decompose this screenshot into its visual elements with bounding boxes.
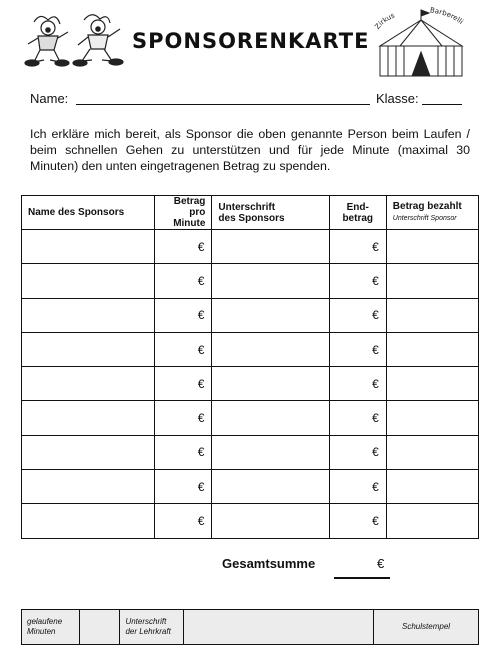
header-betrag-line2: pro Minute xyxy=(173,207,206,229)
sponsor-row xyxy=(22,367,479,401)
schulstempel-label xyxy=(374,610,479,645)
sponsor-name-cell[interactable] xyxy=(22,367,155,401)
betrag-bezahlt-cell[interactable] xyxy=(386,435,478,469)
teacher-table-row xyxy=(22,610,479,645)
betrag-pro-minute-cell[interactable] xyxy=(155,470,212,504)
euro-symbol: € xyxy=(372,376,379,391)
betrag-pro-minute-cell[interactable] xyxy=(155,401,212,435)
header-unterschrift-line1: Unterschrift xyxy=(218,201,276,213)
gelaufene-line1: gelaufene xyxy=(27,617,63,626)
total-amount-field[interactable] xyxy=(334,577,390,579)
betrag-pro-minute-cell[interactable] xyxy=(155,367,212,401)
euro-symbol: € xyxy=(197,376,205,391)
betrag-pro-minute-cell[interactable] xyxy=(155,504,212,538)
circus-tent-logo xyxy=(366,6,476,80)
sponsor-name-cell[interactable] xyxy=(22,298,155,332)
header-betrag-pro-minute xyxy=(155,196,212,230)
euro-symbol: € xyxy=(197,514,205,529)
betrag-bezahlt-cell[interactable] xyxy=(386,298,478,332)
euro-symbol: € xyxy=(197,239,205,254)
svg-text:Barberelli xyxy=(429,6,464,26)
clowns-illustration xyxy=(24,8,128,68)
header-unterschrift-sponsor xyxy=(212,196,329,230)
euro-symbol: € xyxy=(372,273,379,288)
betrag-pro-minute-cell[interactable] xyxy=(155,230,212,264)
sponsor-row xyxy=(22,298,479,332)
euro-symbol: € xyxy=(372,239,379,254)
unterschrift-sponsor-cell[interactable] xyxy=(212,470,329,504)
betrag-pro-minute-cell[interactable] xyxy=(155,298,212,332)
endbetrag-cell[interactable] xyxy=(329,401,386,435)
header-betrag-line1: Betrag xyxy=(173,196,206,207)
tent-arc-right-text: Barberelli xyxy=(429,6,465,26)
gelaufene-minuten-label xyxy=(22,610,80,645)
total-euro-symbol: € xyxy=(377,556,385,571)
unterschrift-sponsor-cell[interactable] xyxy=(212,367,329,401)
euro-symbol: € xyxy=(197,445,205,460)
euro-symbol: € xyxy=(197,411,205,426)
euro-symbol: € xyxy=(372,514,379,529)
euro-symbol: € xyxy=(197,479,205,494)
betrag-pro-minute-cell[interactable] xyxy=(155,435,212,469)
endbetrag-cell[interactable] xyxy=(329,264,386,298)
tent-arc-left-text: Zirkus xyxy=(373,11,396,31)
euro-symbol: € xyxy=(372,479,379,494)
sponsor-row xyxy=(22,230,479,264)
sponsor-table xyxy=(21,195,479,539)
euro-symbol: € xyxy=(197,273,205,288)
sponsor-row xyxy=(22,435,479,469)
lehrkraft-line2: der Lehrkraft xyxy=(125,627,171,636)
header-sponsor-name-text: Name des Sponsors xyxy=(28,207,125,218)
sponsor-row xyxy=(22,264,479,298)
sponsor-name-cell[interactable] xyxy=(22,332,155,366)
sponsor-row xyxy=(22,401,479,435)
sponsor-table-header xyxy=(22,196,479,230)
schulstempel-text: Schulstempel xyxy=(402,622,451,631)
betrag-bezahlt-cell[interactable] xyxy=(386,367,478,401)
sponsor-row xyxy=(22,504,479,538)
endbetrag-cell[interactable] xyxy=(329,470,386,504)
betrag-bezahlt-cell[interactable] xyxy=(386,230,478,264)
svg-text:Zirkus xyxy=(373,11,396,31)
endbetrag-cell[interactable] xyxy=(329,298,386,332)
euro-symbol: € xyxy=(372,342,379,357)
declaration-text: Ich erkläre mich bereit, als Sponsor die oben genannte Person beim Laufen / beim schnellen Gehen zu unterstützen und für jede Minute (maximal 30 Minuten) den unten eingetragenen Betrag zu spenden. xyxy=(30,127,470,174)
sponsor-name-cell[interactable] xyxy=(22,435,155,469)
euro-symbol: € xyxy=(197,342,205,357)
euro-symbol: € xyxy=(372,411,379,426)
name-input-line[interactable] xyxy=(76,104,370,105)
betrag-pro-minute-cell[interactable] xyxy=(155,264,212,298)
sponsor-name-cell[interactable] xyxy=(22,470,155,504)
sponsor-name-cell[interactable] xyxy=(22,504,155,538)
header-bezahlt-sub: Unterschrift Sponsor xyxy=(392,215,457,222)
header-unterschrift-line2: des Sponsors xyxy=(218,212,285,224)
endbetrag-cell[interactable] xyxy=(329,332,386,366)
unterschrift-sponsor-cell[interactable] xyxy=(212,332,329,366)
sponsor-row xyxy=(22,332,479,366)
unterschrift-sponsor-cell[interactable] xyxy=(212,504,329,538)
klasse-label: Klasse: xyxy=(376,91,419,106)
endbetrag-cell[interactable] xyxy=(329,435,386,469)
gelaufene-line2: Minuten xyxy=(27,627,56,636)
name-label: Name: xyxy=(30,91,69,106)
euro-symbol: € xyxy=(372,308,379,323)
gelaufene-minuten-field[interactable] xyxy=(79,610,120,645)
betrag-bezahlt-cell[interactable] xyxy=(386,470,478,504)
sponsor-row xyxy=(22,470,479,504)
endbetrag-cell[interactable] xyxy=(329,230,386,264)
unterschrift-lehrkraft-label xyxy=(120,610,183,645)
header-bezahlt-line1: Betrag bezahlt xyxy=(392,201,462,212)
total-label: Gesamtsumme xyxy=(222,556,316,571)
unterschrift-sponsor-cell[interactable] xyxy=(212,230,329,264)
unterschrift-sponsor-cell[interactable] xyxy=(212,264,329,298)
sponsor-name-cell[interactable] xyxy=(22,230,155,264)
sponsor-rows xyxy=(22,230,479,539)
betrag-bezahlt-cell[interactable] xyxy=(386,332,478,366)
header-endbetrag-line1: End- xyxy=(346,201,369,213)
klasse-input-line[interactable] xyxy=(422,104,462,105)
unterschrift-lehrkraft-field[interactable] xyxy=(183,610,374,645)
betrag-bezahlt-cell[interactable] xyxy=(386,504,478,538)
betrag-bezahlt-cell[interactable] xyxy=(386,264,478,298)
unterschrift-sponsor-cell[interactable] xyxy=(212,298,329,332)
header-endbetrag-line2: betrag xyxy=(342,212,373,224)
teacher-table xyxy=(21,609,479,645)
lehrkraft-line1: Unterschrift xyxy=(125,617,167,626)
header-endbetrag xyxy=(329,196,386,230)
endbetrag-cell[interactable] xyxy=(329,504,386,538)
unterschrift-sponsor-cell[interactable] xyxy=(212,435,329,469)
betrag-pro-minute-cell[interactable] xyxy=(155,332,212,366)
header-sponsor-name xyxy=(22,196,155,230)
header-betrag-bezahlt xyxy=(386,196,478,230)
sponsor-name-cell[interactable] xyxy=(22,401,155,435)
euro-symbol: € xyxy=(372,445,379,460)
euro-symbol: € xyxy=(197,308,205,323)
betrag-bezahlt-cell[interactable] xyxy=(386,401,478,435)
endbetrag-cell[interactable] xyxy=(329,367,386,401)
page-title: SPONSORENKARTE xyxy=(132,29,370,53)
sponsor-name-cell[interactable] xyxy=(22,264,155,298)
unterschrift-sponsor-cell[interactable] xyxy=(212,401,329,435)
